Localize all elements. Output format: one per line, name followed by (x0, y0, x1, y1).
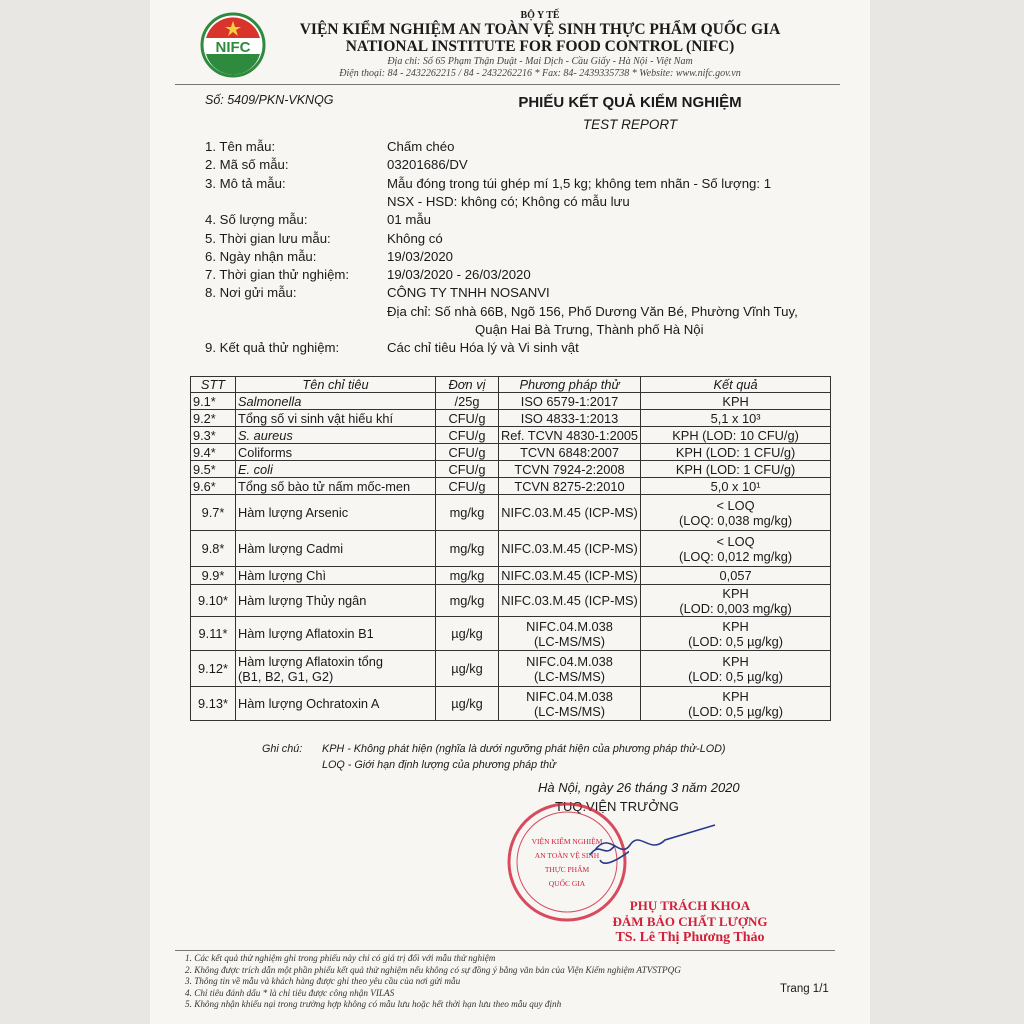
col-name: Tên chỉ tiêu (236, 377, 436, 393)
table-row (191, 651, 831, 687)
row-result: 5,1 x 10³ (641, 410, 831, 427)
table-row (191, 427, 831, 444)
info-value: Mẫu đóng trong túi ghép mí 1,5 kg; không tem nhãn - Số lượng: 1 (387, 175, 772, 191)
institute-contact: Điện thoại: 84 - 2432262215 / 84 - 2432262216 * Fax: 84- 2439335738 * Website: www.nifc.gov.vn (339, 68, 741, 79)
row-method: ISO 4833-1:2013 (499, 410, 641, 427)
info-label: 5. Thời gian lưu mẫu: (205, 230, 331, 246)
col-unit: Đơn vị (436, 377, 499, 393)
qa-title-1: PHỤ TRÁCH KHOA (629, 898, 751, 913)
row-method: Ref. TCVN 4830-1:2005 (499, 427, 641, 444)
signature-mark (590, 820, 720, 870)
footer-note: 5. Không nhận khiếu nại trong trường hợp không có mẫu lưu hoặc hết thời hạn lưu theo mẫu quy định (185, 999, 562, 1009)
svg-text:THỰC PHẨM: THỰC PHẨM (544, 865, 590, 874)
row-unit: mg/kg (436, 585, 499, 617)
row-name: S. aureus (236, 427, 436, 444)
document-number: Số: 5409/PKN-VKNQG (205, 93, 334, 107)
row-stt: 9.9* (191, 567, 236, 585)
row-name: Hàm lượng Cadmi (236, 531, 436, 567)
place-date: Hà Nội, ngày 26 tháng 3 năm 2020 (538, 780, 740, 795)
nifc-logo (200, 12, 266, 78)
table-row (191, 687, 831, 721)
row-method: TCVN 8275-2:2010 (499, 478, 641, 495)
row-name: Hàm lượng Aflatoxin B1 (236, 617, 436, 651)
info-label: 3. Mô tả mẫu: (205, 175, 286, 191)
footer-note: 4. Chỉ tiêu đánh dấu * là chỉ tiêu được công nhận VILAS (185, 987, 395, 998)
note-loq: LOQ - Giới hạn định lượng của phương pháp thử (322, 759, 556, 771)
note-kph: KPH - Không phát hiện (nghĩa là dưới ngưỡng phát hiện của phương pháp thử-LOD) (322, 743, 726, 755)
row-unit: µg/kg (436, 687, 499, 721)
row-method: TCVN 6848:2007 (499, 444, 641, 461)
results-table (190, 376, 831, 721)
table-row (191, 410, 831, 427)
info-value: 19/03/2020 (387, 248, 454, 264)
footer-notes (185, 953, 681, 1011)
row-result: < LOQ (LOQ: 0,038 mg/kg) (641, 495, 831, 531)
row-name: Coliforms (236, 444, 436, 461)
row-method: TCVN 7924-2:2008 (499, 461, 641, 478)
on-behalf: TUQ.VIỆN TRƯỞNG (555, 799, 679, 814)
row-stt: 9.6* (191, 478, 236, 495)
row-stt: 9.3* (191, 427, 236, 444)
info-value: 01 mẫu (387, 212, 431, 228)
info-value: Các chỉ tiêu Hóa lý và Vi sinh vật (387, 340, 579, 356)
row-unit: mg/kg (436, 495, 499, 531)
row-unit: µg/kg (436, 617, 499, 651)
institute-address: Địa chỉ: Số 65 Phạm Thận Duật - Mai Dịch - Cầu Giấy - Hà Nội - Việt Nam (387, 56, 693, 67)
row-unit: CFU/g (436, 444, 499, 461)
info-value: NSX - HSD: không có; Không có mẫu lưu (387, 193, 630, 209)
row-stt: 9.4* (191, 444, 236, 461)
qa-name: TS. Lê Thị Phương Thảo (615, 930, 765, 945)
row-name: Hàm lượng Arsenic (236, 495, 436, 531)
row-name: Hàm lượng Ochratoxin A (236, 687, 436, 721)
row-result: 0,057 (641, 567, 831, 585)
notes (262, 741, 726, 773)
row-result: KPH (LOD: 0,5 µg/kg) (641, 651, 831, 687)
row-name: Hàm lượng Chì (236, 567, 436, 585)
row-result: KPH (LOD: 0,003 mg/kg) (641, 585, 831, 617)
row-unit: CFU/g (436, 478, 499, 495)
row-result: < LOQ (LOQ: 0,012 mg/kg) (641, 531, 831, 567)
info-value: CÔNG TY TNHH NOSANVI (387, 285, 550, 301)
table-header-row (191, 377, 831, 393)
row-result: KPH (LOD: 10 CFU/g) (641, 427, 831, 444)
row-result: KPH (641, 393, 831, 410)
row-name: Salmonella (236, 393, 436, 410)
row-stt: 9.2* (191, 410, 236, 427)
col-method: Phương pháp thử (499, 377, 641, 393)
row-stt: 9.12* (191, 651, 236, 687)
institute-name-vi: VIỆN KIỂM NGHIỆM AN TOÀN VỆ SINH THỰC PHẨM QUỐC GIA (299, 21, 781, 38)
row-stt: 9.8* (191, 531, 236, 567)
row-name: Tổng số bào tử nấm mốc-men (236, 478, 436, 495)
table-row (191, 617, 831, 651)
row-method: NIFC.04.M.038 (LC-MS/MS) (499, 687, 641, 721)
row-unit: CFU/g (436, 410, 499, 427)
row-method: NIFC.03.M.45 (ICP-MS) (499, 495, 641, 531)
notes-label: Ghi chú: (262, 743, 303, 755)
table-row (191, 495, 831, 531)
row-unit: CFU/g (436, 461, 499, 478)
info-value: 19/03/2020 - 26/03/2020 (387, 267, 531, 283)
table-row (191, 567, 831, 585)
col-stt: STT (191, 377, 236, 393)
row-unit: µg/kg (436, 651, 499, 687)
row-method: NIFC.03.M.45 (ICP-MS) (499, 585, 641, 617)
report-subtitle: TEST REPORT (582, 117, 678, 132)
info-value: Chấm chéo (387, 139, 455, 154)
row-method: NIFC.03.M.45 (ICP-MS) (499, 567, 641, 585)
row-unit: mg/kg (436, 567, 499, 585)
svg-text:AN TOÀN VỆ SINH: AN TOÀN VỆ SINH (534, 851, 600, 860)
row-method: NIFC.04.M.038 (LC-MS/MS) (499, 651, 641, 687)
table-row (191, 393, 831, 410)
svg-text:QUỐC GIA: QUỐC GIA (548, 879, 586, 888)
row-result: 5,0 x 10¹ (641, 478, 831, 495)
ministry-name: BỘ Y TẾ (520, 10, 560, 21)
header-divider (175, 84, 840, 85)
footer-note: 1. Các kết quả thử nghiệm ghi trong phiếu này chỉ có giá trị đối với mẫu thử nghiệm (185, 953, 496, 963)
info-label: 4. Số lượng mẫu: (205, 212, 308, 228)
row-unit: mg/kg (436, 531, 499, 567)
row-unit: CFU/g (436, 427, 499, 444)
table-row (191, 461, 831, 478)
row-result: KPH (LOD: 1 CFU/g) (641, 461, 831, 478)
row-name: E. coli (236, 461, 436, 478)
row-method: NIFC.04.M.038 (LC-MS/MS) (499, 617, 641, 651)
row-stt: 9.11* (191, 617, 236, 651)
table-row (191, 585, 831, 617)
row-method: NIFC.03.M.45 (ICP-MS) (499, 531, 641, 567)
row-result: KPH (LOD: 1 CFU/g) (641, 444, 831, 461)
row-name: Hàm lượng Aflatoxin tổng (B1, B2, G1, G2) (236, 651, 436, 687)
footer-note: 2. Không được trích dẫn một phần phiếu kết quả thử nghiệm nếu không có sự đồng ý bằng văn bản của Viện Kiểm nghiệm ATVSTPQG (185, 964, 681, 975)
row-unit: /25g (436, 393, 499, 410)
logo-text: NIFC (215, 39, 251, 56)
footer-note: 3. Thông tin về mẫu và khách hàng được ghi theo yêu cầu của nơi gửi mẫu (185, 976, 461, 986)
table-row (191, 444, 831, 461)
qa-title-2: ĐẢM BẢO CHẤT LƯỢNG (612, 914, 768, 929)
row-name: Tổng số vi sinh vật hiếu khí (236, 410, 436, 427)
info-label: 2. Mã số mẫu: (205, 157, 289, 173)
institute-name-en: NATIONAL INSTITUTE FOR FOOD CONTROL (NIFC) (345, 38, 735, 55)
row-stt: 9.1* (191, 393, 236, 410)
footer-divider (175, 950, 835, 951)
info-value: Địa chỉ: Số nhà 66B, Ngõ 156, Phố Dương Văn Bé, Phường Vĩnh Tuy, (387, 303, 798, 319)
row-stt: 9.13* (191, 687, 236, 721)
info-label: 6. Ngày nhận mẫu: (205, 248, 317, 264)
info-label: 8. Nơi gửi mẫu: (205, 285, 297, 301)
row-stt: 9.7* (191, 495, 236, 531)
info-value: Quận Hai Bà Trưng, Thành phố Hà Nội (475, 322, 704, 337)
row-name: Hàm lượng Thủy ngân (236, 585, 436, 617)
report-title: PHIẾU KẾT QUẢ KIỂM NGHIỆM (518, 94, 742, 111)
svg-text:VIỆN KIỂM NGHIỆM: VIỆN KIỂM NGHIỆM (531, 837, 603, 846)
row-result: KPH (LOD: 0,5 µg/kg) (641, 617, 831, 651)
info-label: 1. Tên mẫu: (205, 139, 276, 154)
info-value: 03201686/DV (387, 157, 468, 173)
row-stt: 9.5* (191, 461, 236, 478)
col-result: Kết quả (641, 377, 831, 393)
info-value: Không có (387, 230, 443, 246)
table-row (191, 531, 831, 567)
table-row (191, 478, 831, 495)
info-label: 7. Thời gian thử nghiệm: (205, 267, 350, 283)
page-number: Trang 1/1 (780, 983, 829, 995)
info-label: 9. Kết quả thử nghiệm: (205, 340, 340, 356)
row-method: ISO 6579-1:2017 (499, 393, 641, 410)
row-stt: 9.10* (191, 585, 236, 617)
row-result: KPH (LOD: 0,5 µg/kg) (641, 687, 831, 721)
